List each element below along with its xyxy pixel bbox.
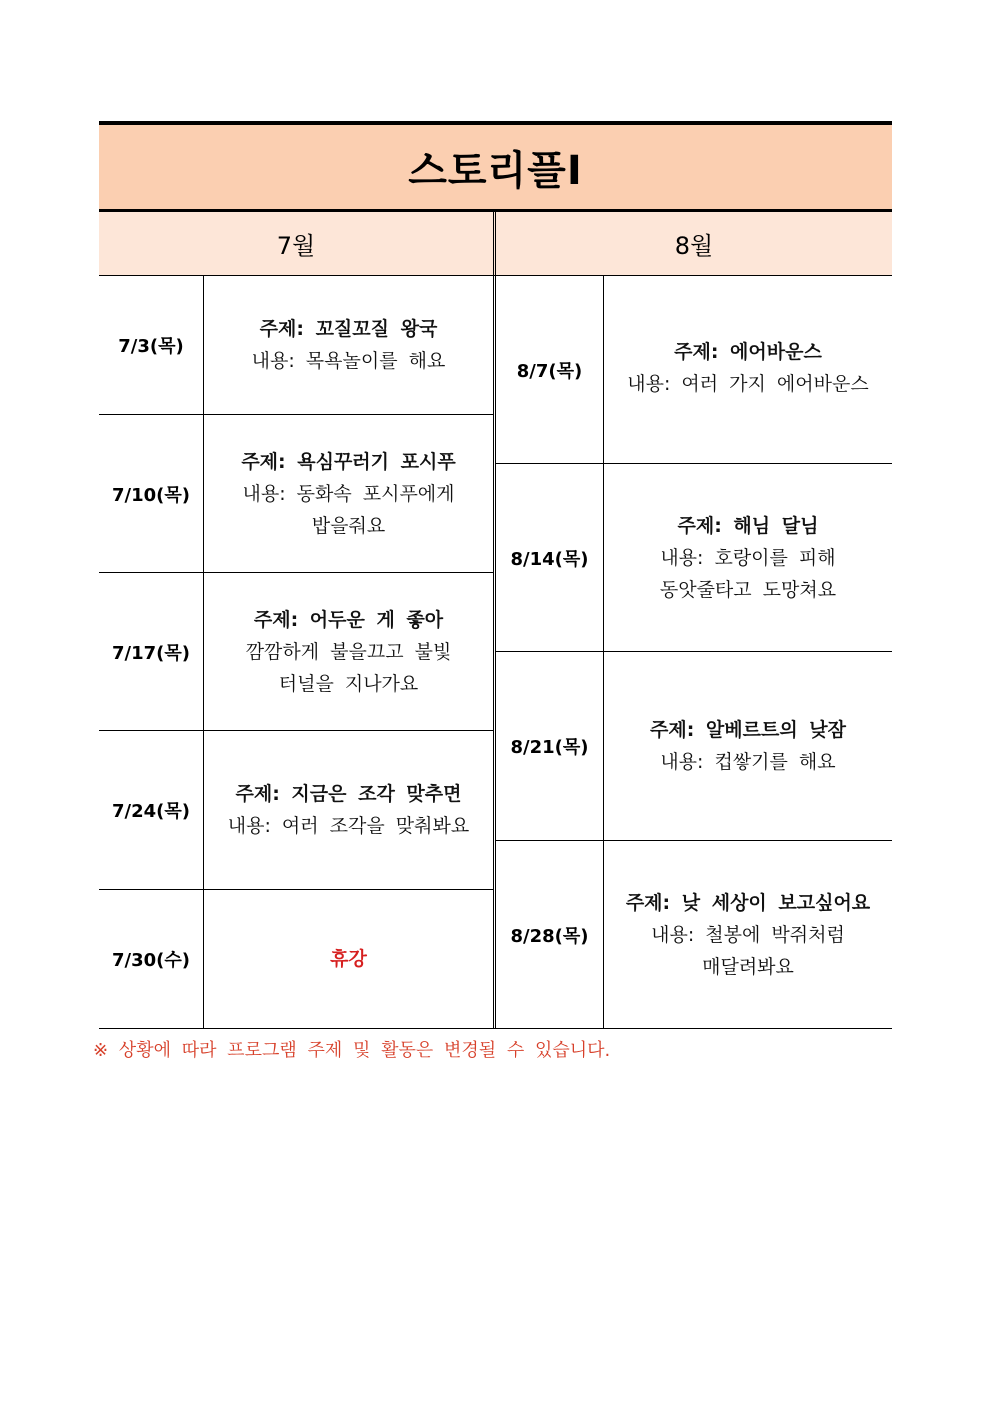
title-bar [99,121,892,212]
session-content [204,415,493,572]
august-row-1 [496,276,892,464]
session-topic: 주제: 낮 세상이 보고싶어요 [625,891,871,914]
session-desc: 동앗줄타고 도망쳐요 [659,578,837,601]
session-date: 7/3(목) [99,276,204,414]
month-july-header: 7월 [276,232,316,260]
session-topic: 주제: 어두운 게 좋아 [253,608,444,631]
session-desc: 내용: 호랑이를 피해 [660,546,836,569]
schedule-table [99,121,892,1029]
session-desc: 내용: 목욕놀이를 해요 [251,350,446,372]
session-date: 8/28(목) [496,841,604,1028]
session-content [604,276,892,463]
session-content [204,731,493,889]
august-row-3 [496,652,892,841]
july-row-5 [99,890,493,1028]
session-topic: 주제: 에어바운스 [674,341,822,363]
session-topic: 주제: 지금은 조각 맞추면 [235,783,462,805]
session-desc: 내용: 여러 조각을 맞춰봐요 [227,815,470,837]
session-topic: 주제: 해님 달님 [677,514,819,537]
session-date: 7/10(목) [99,415,204,572]
july-row-1 [99,276,493,415]
july-row-4 [99,731,493,890]
july-row-3 [99,573,493,731]
schedule-body [99,276,892,1029]
session-content [604,464,892,651]
session-topic: 주제: 알베르트의 낮잠 [649,719,846,741]
session-desc: 내용: 컵쌓기를 해요 [660,751,836,773]
session-desc: 밥을줘요 [311,514,386,537]
session-content [204,276,493,414]
session-desc: 매달려봐요 [702,955,794,978]
session-desc: 내용: 철봉에 박쥐처럼 [651,923,845,946]
session-desc: 내용: 여러 가지 에어바운스 [627,373,869,395]
session-date: 7/17(목) [99,573,204,730]
session-desc: 터널을 지나가요 [278,672,419,695]
july-column [99,276,493,1028]
session-content [204,890,493,1028]
august-column [496,276,892,1028]
session-date: 7/24(목) [99,731,204,889]
session-date: 8/14(목) [496,464,604,651]
session-topic: 주제: 꼬질꼬질 왕국 [259,318,438,340]
footnote: ※ 상황에 따라 프로그램 주제 및 활동은 변경될 수 있습니다. [93,1040,611,1061]
august-row-2 [496,464,892,652]
session-date: 8/21(목) [496,652,604,840]
session-content [604,841,892,1028]
session-topic: 주제: 욕심꾸러기 포시푸 [241,450,456,473]
page-title: 스토리플Ⅰ [408,147,583,194]
month-august-header: 8월 [674,232,714,260]
july-row-2 [99,415,493,573]
session-content [204,573,493,730]
session-desc: 깜깜하게 불을끄고 불빛 [245,640,452,663]
session-date: 8/7(목) [496,276,604,463]
month-header-row [99,212,892,276]
session-content [604,652,892,840]
august-row-4 [496,841,892,1028]
holiday-label: 휴강 [330,948,367,970]
session-date: 7/30(수) [99,890,204,1028]
session-desc: 내용: 동화속 포시푸에게 [242,482,455,505]
